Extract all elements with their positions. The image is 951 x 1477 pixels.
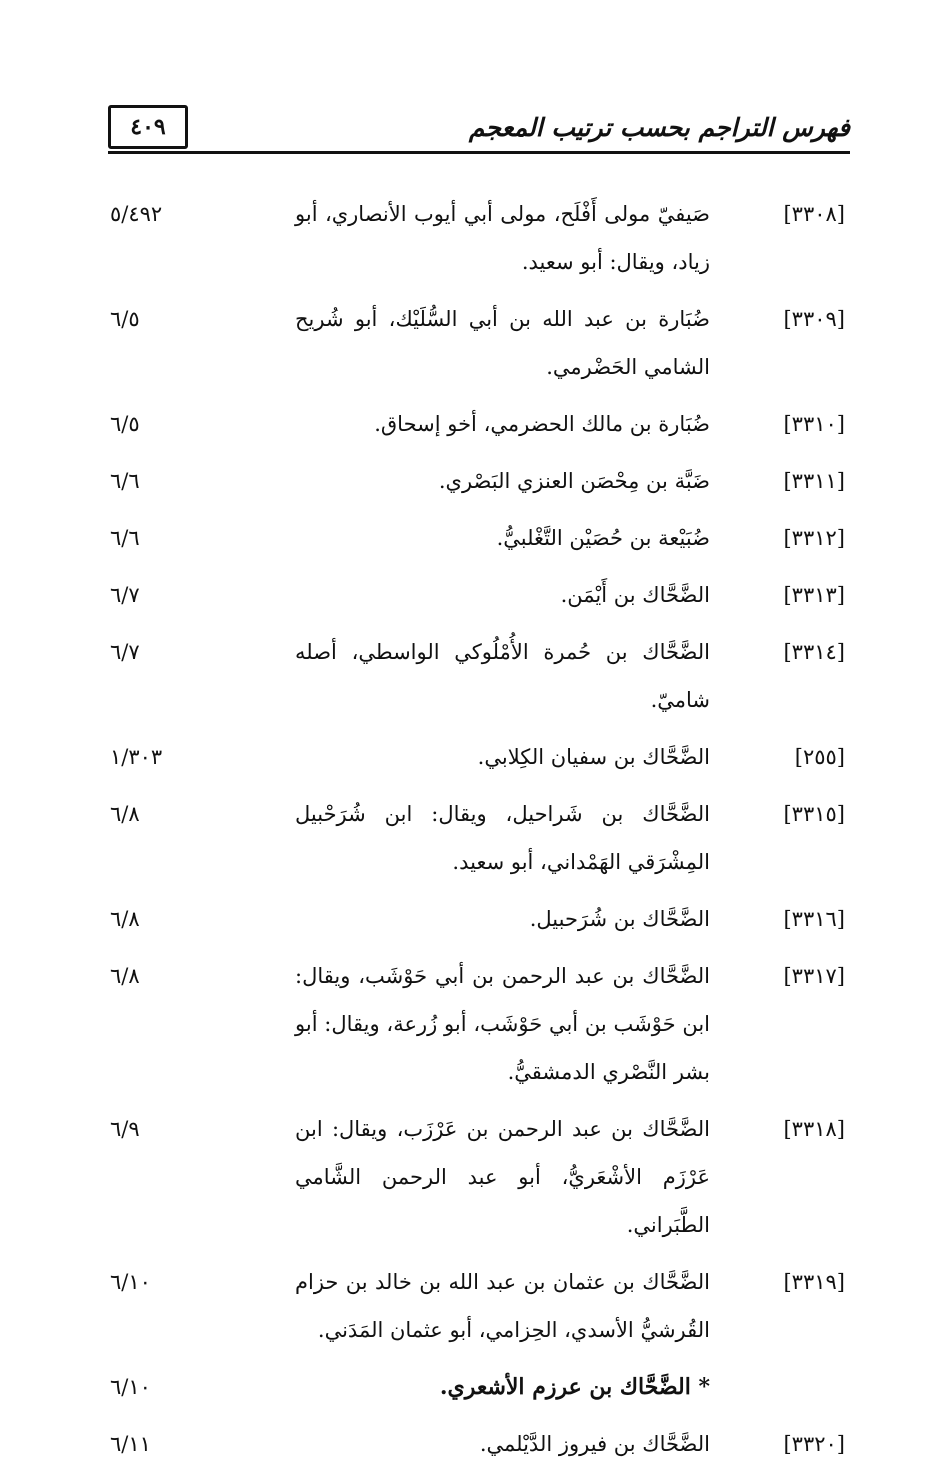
entry-name: الضَّحَّاك بن فيروز الدَّيْلمي. <box>479 1432 710 1456</box>
entry-number: [٣٣١٦] <box>783 907 845 931</box>
index-entry <box>110 895 845 943</box>
entry-number: [٣٣١٣] <box>783 583 845 607</box>
entry-name: الضَّحَّاك بن عبد الرحمن بن أبي حَوْشَب، ويقال: ابن حَوْشَب بن أبي حَوْشَب، أبو زُرعة، ويقال: أبو بشر النَّصْري الدمشقيُّ. <box>295 964 710 1084</box>
entry-reference: ٦/٥ <box>110 412 140 436</box>
index-entry <box>110 190 845 286</box>
entry-reference: ٦/٧ <box>110 640 140 664</box>
entry-name: الضَّحَّاك بن أَيْمَن. <box>560 583 710 607</box>
entry-reference: ٦/٧ <box>110 583 140 607</box>
entry-number: [٣٣٠٩] <box>783 307 845 331</box>
entry-reference: ٦/٨ <box>110 964 140 988</box>
entry-number: [٣٣١١] <box>783 469 845 493</box>
entry-name: ضُبَارة بن عبد الله بن أبي السُّلَيْك، أبو شُريح الشامي الحَضْرمي. <box>295 307 710 379</box>
entry-number: [٣٣١٢] <box>783 526 845 550</box>
index-entry <box>110 295 845 391</box>
index-entry <box>110 514 845 562</box>
index-entry <box>110 400 845 448</box>
entry-name: ضُبَيْعة بن حُصَيْن التَّغْلبيُّ. <box>496 526 710 550</box>
header-rule <box>108 151 850 154</box>
page-number: ٤٠٩ <box>130 114 166 140</box>
entry-number: [٣٣١٧] <box>783 964 845 988</box>
index-entry-starred <box>110 1363 845 1411</box>
entry-name: الضَّحَّاك بن عبد الرحمن بن عَرْزَب، ويقال: ابن عَرْزَم الأشْعَريُّ، أبو عبد الرحمن الشَّامي الطَّبَراني. <box>295 1117 710 1237</box>
entry-reference: ٦/١٠ <box>110 1270 151 1294</box>
entry-reference: ٦/٨ <box>110 907 140 931</box>
entry-number: [٣٣١٠] <box>783 412 845 436</box>
entry-number: [٣٣٠٨] <box>783 202 845 226</box>
entry-number: [٣٣٢٠] <box>783 1432 845 1456</box>
entry-reference: ٦/٥ <box>110 307 140 331</box>
entry-reference: ٦/٦ <box>110 526 140 550</box>
entry-number: [٣٣١٩] <box>783 1270 845 1294</box>
entry-reference: ٦/١١ <box>110 1432 151 1456</box>
index-entry <box>110 952 845 1096</box>
page-header <box>108 105 850 155</box>
index-entry <box>110 1258 845 1354</box>
entry-name: ضَبَّة بن مِحْصَن العنزي البَصْري. <box>438 469 710 493</box>
index-entry <box>110 1105 845 1249</box>
entry-reference: ١/٣٠٣ <box>110 745 163 769</box>
entry-name: * الضَّحَّاك بن عرزم الأشعري. <box>439 1374 710 1400</box>
entry-reference: ٦/٦ <box>110 469 140 493</box>
entry-number: [٢٥٥] <box>794 745 845 769</box>
page-number-box <box>108 105 188 149</box>
entry-name: الضَّحَّاك بن سفيان الكِلابي. <box>477 745 710 769</box>
entry-name: الضَّحَّاك بن عثمان بن عبد الله بن خالد بن حزام القُرشيُّ الأسدي، الحِزامي، أبو عثمان المَدَني. <box>295 1270 710 1342</box>
entry-name: الضَّحَّاك بن شَراحيل، ويقال: ابن شُرَحْبيل المِشْرَقي الهَمْداني، أبو سعيد. <box>295 802 710 874</box>
index-entry <box>110 571 845 619</box>
entry-reference: ٦/٩ <box>110 1117 140 1141</box>
entry-number: [٣٣١٤] <box>783 640 845 664</box>
entry-name: الضَّحَّاك بن حُمرة الأُمْلُوكي الواسطي، أصله شاميّ. <box>295 640 710 712</box>
running-title: فهرس التراجم بحسب ترتيب المعجم <box>468 113 850 142</box>
index-entry <box>110 733 845 781</box>
entry-name: الضَّحَّاك بن شُرَحبيل. <box>529 907 710 931</box>
entry-name: ضُبَارة بن مالك الحضرمي، أخو إسحاق. <box>374 412 710 436</box>
entry-reference: ٦/٨ <box>110 802 140 826</box>
index-entry <box>110 790 845 886</box>
entry-number: [٣٣١٥] <box>783 802 845 826</box>
index-entry <box>110 457 845 505</box>
entry-reference: ٥/٤٩٢ <box>110 202 163 226</box>
entry-name: صَيفيّ مولى أَفْلَح، مولى أبي أيوب الأنصاري، أبو زياد، ويقال: أبو سعيد. <box>295 202 710 274</box>
index-entry <box>110 628 845 724</box>
index-entry <box>110 1420 845 1468</box>
entry-number: [٣٣١٨] <box>783 1117 845 1141</box>
index-entries <box>110 190 845 1477</box>
entry-reference: ٦/١٠ <box>110 1375 151 1399</box>
